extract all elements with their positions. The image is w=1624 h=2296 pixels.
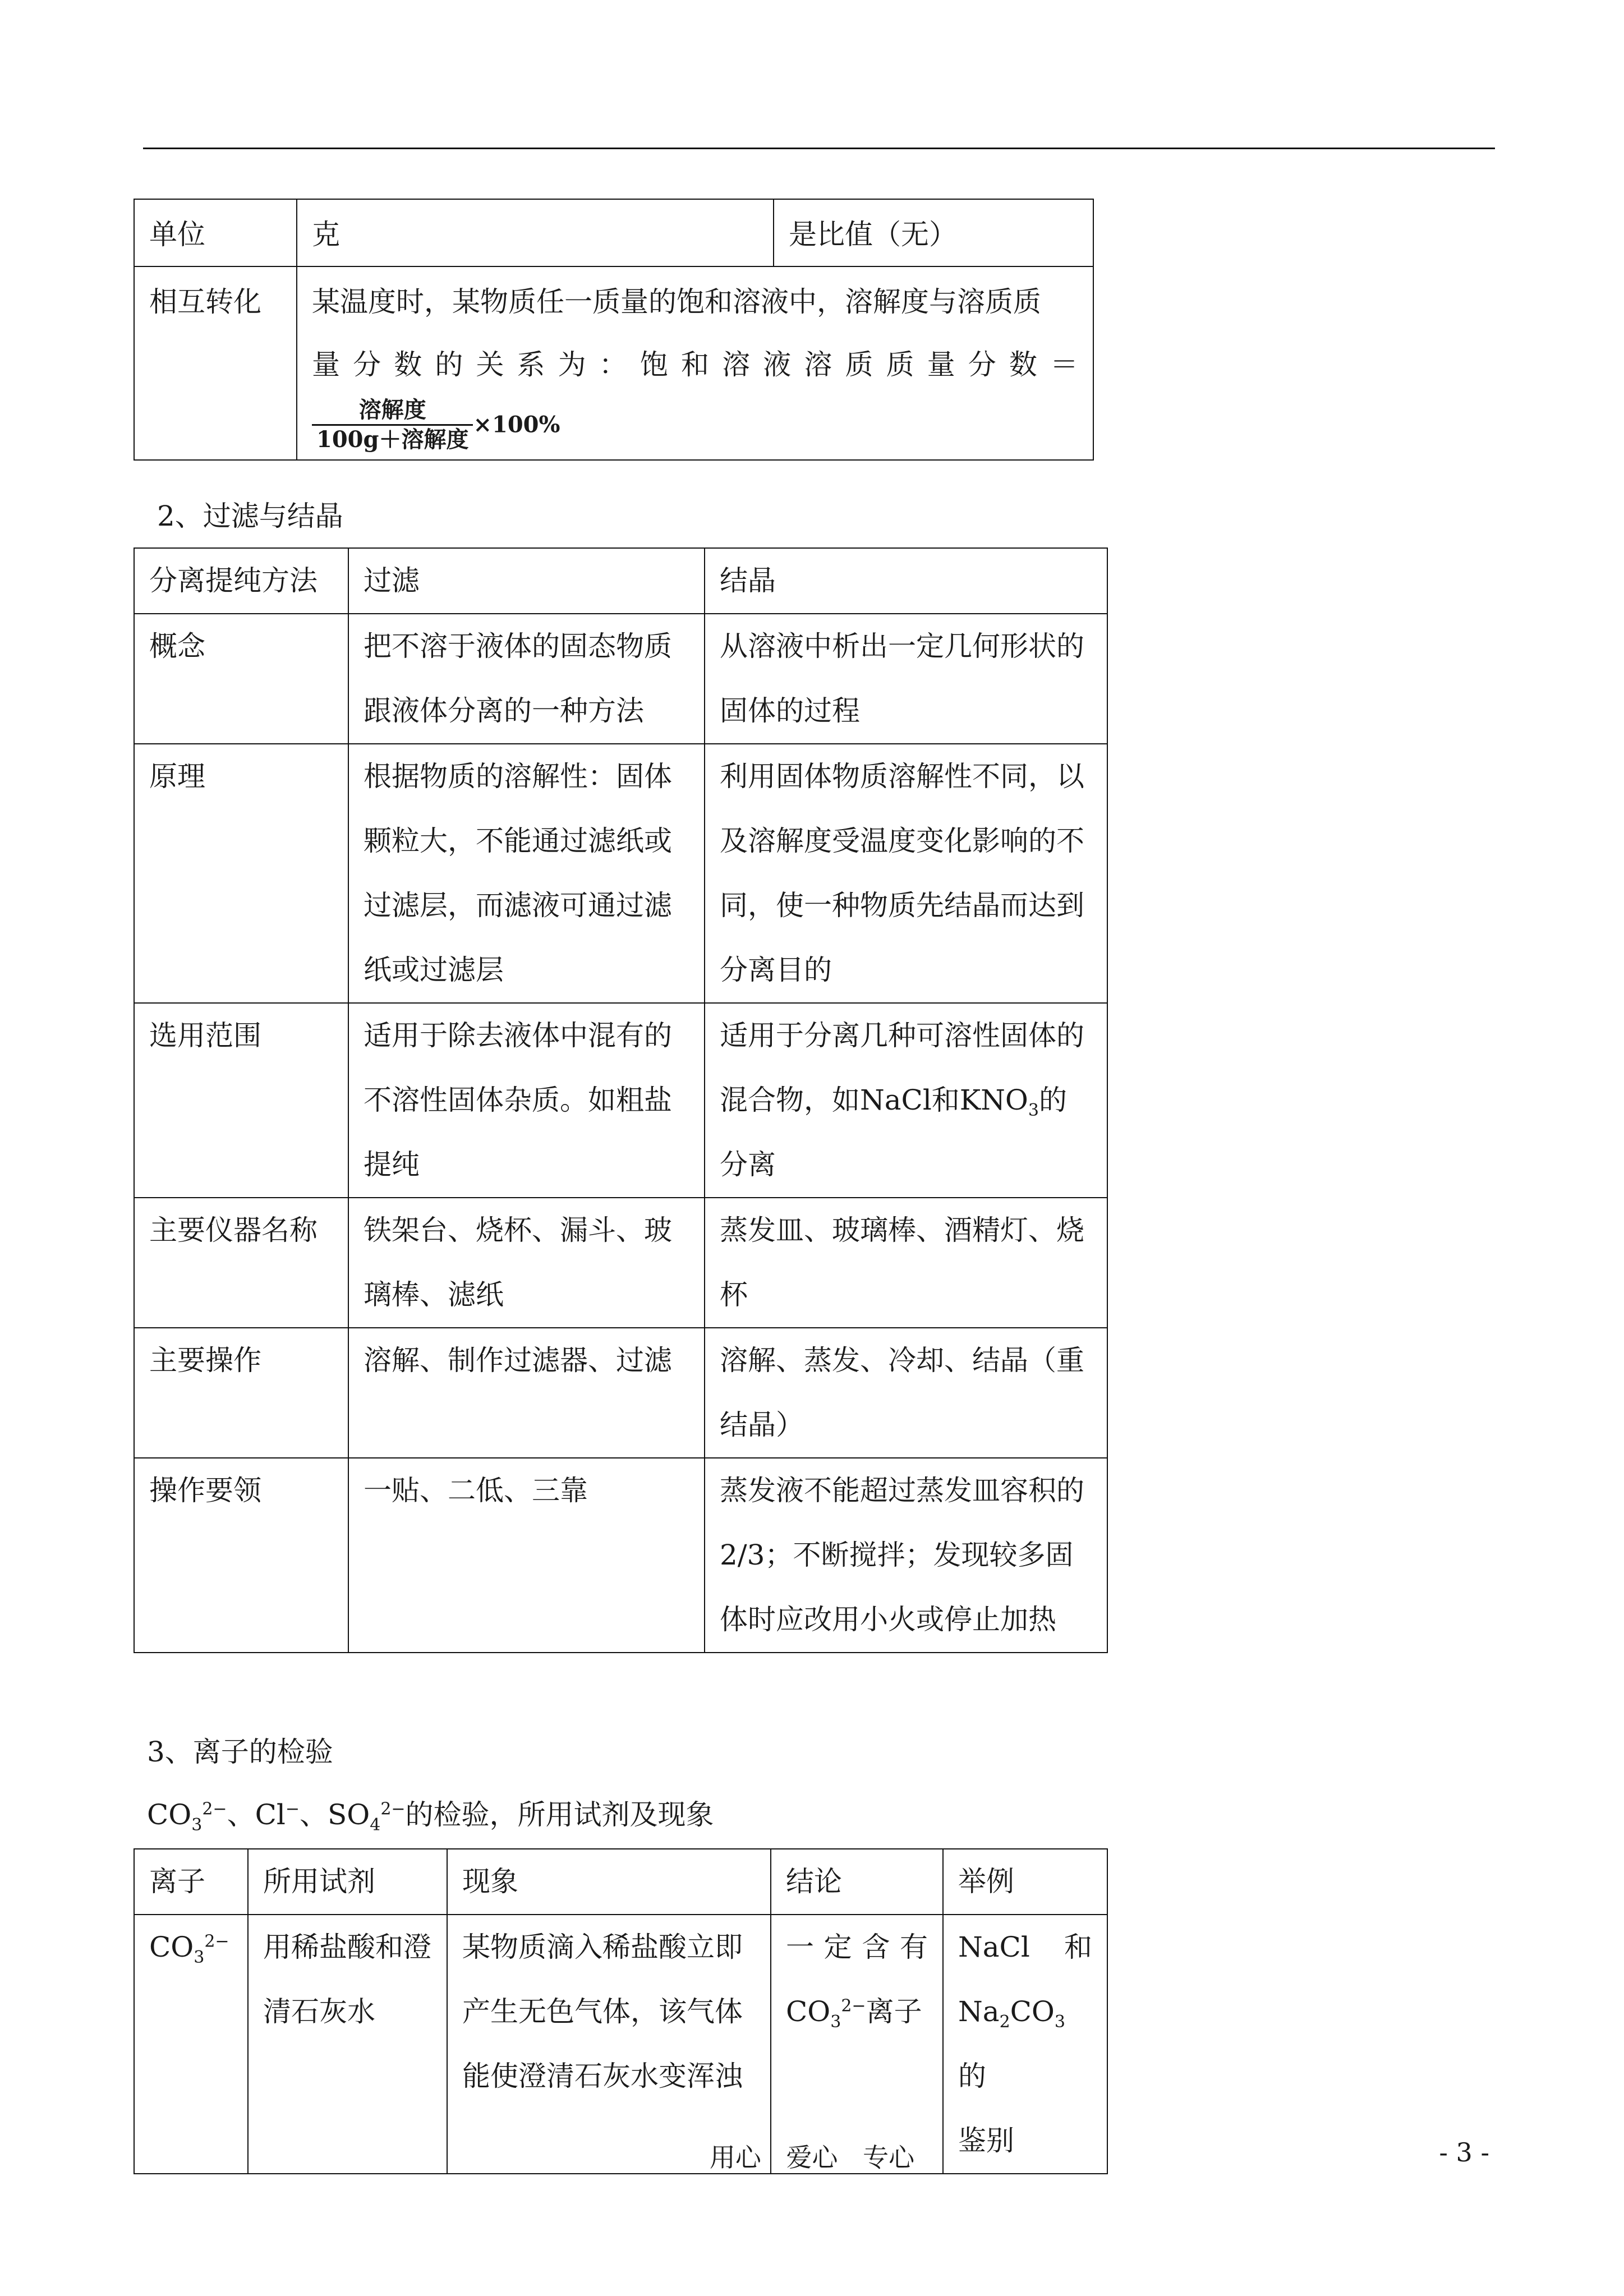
example-cell: [943, 1915, 1107, 2174]
fraction-denominator: 100g＋溶解度: [316, 426, 469, 453]
table-row: [134, 1198, 1107, 1328]
table-row: [134, 266, 1093, 460]
section-heading-filter-crystal: 2、过滤与结晶: [157, 500, 343, 532]
cell: 根据物质的溶解性：固体颗粒大，不能通过滤纸或过滤层，而滤液可通过滤纸或过滤层: [348, 744, 705, 1003]
cell: 溶解、蒸发、冷却、结晶（重结晶）: [705, 1328, 1107, 1458]
row-label: 主要仪器名称: [134, 1198, 348, 1328]
column-header: 结论: [771, 1849, 943, 1915]
cell: 一贴、二低、三靠: [348, 1458, 705, 1653]
cell: 把不溶于液体的固态物质跟液体分离的一种方法: [348, 614, 705, 744]
comparison-table-continued: [134, 199, 1094, 461]
cell: 是比值（无）: [774, 199, 1093, 266]
column-header: 过滤: [348, 548, 705, 614]
cell-text: 的分离: [720, 1084, 1067, 1181]
row-label: 选用范围: [134, 1003, 348, 1198]
table-header-row: [134, 1849, 1107, 1915]
conversion-line-1: 某温度时，某物质任一质量的饱和溶液中，溶解度与溶质质: [312, 286, 1041, 318]
conversion-cell: [297, 266, 1093, 460]
column-header: 现象: [447, 1849, 771, 1915]
row-label: 概念: [134, 614, 348, 744]
cell: [705, 1003, 1107, 1198]
ion-cell: $CO_3^{2-}$: [134, 1915, 248, 2174]
subheading-text: 的检验，所用试剂及现象: [405, 1798, 714, 1831]
phenomenon-cell: 某物质滴入稀盐酸立即产生无色气体，该气体能使澄清石灰水变浑浊: [447, 1915, 771, 2174]
table-row: [134, 744, 1107, 1003]
table-row: [134, 1328, 1107, 1458]
fraction: [312, 396, 473, 454]
conclusion-text: 离子: [866, 1995, 922, 2028]
column-header: 举例: [943, 1849, 1107, 1915]
table-row: [134, 1915, 1107, 2174]
cell: 蒸发液不能超过蒸发皿容积的2/3；不断搅拌；发现较多固体时应改用小火或停止加热: [705, 1458, 1107, 1653]
cell-text: 适用于分离几种可溶性固体的混合物，如NaCl和KNO: [720, 1019, 1084, 1116]
cell: 铁架台、烧杯、漏斗、玻璃棒、滤纸: [348, 1198, 705, 1328]
conclusion-line-2: $CO_3^{2-}$离子: [786, 1995, 922, 2032]
example-line-2: [958, 1980, 1092, 2109]
column-header: 所用试剂: [248, 1849, 447, 1915]
row-label: 相互转化: [134, 266, 297, 460]
table-header-row: [134, 548, 1107, 614]
example-text: 和: [1064, 1931, 1092, 1963]
example-line-1: [958, 1915, 1092, 1980]
row-label: 操作要领: [134, 1458, 348, 1653]
column-header: 离子: [134, 1849, 248, 1915]
cell: 从溶液中析出一定几何形状的固体的过程: [705, 614, 1107, 744]
column-header: 结晶: [705, 548, 1107, 614]
example-text: 的: [958, 2060, 986, 2092]
cell: 蒸发皿、玻璃棒、酒精灯、烧杯: [705, 1198, 1107, 1328]
fraction-numerator: 溶解度: [312, 396, 473, 426]
cell: 克: [297, 199, 774, 266]
formula: [312, 396, 1078, 459]
row-label: 原理: [134, 744, 348, 1003]
ion-test-table: [134, 1848, 1108, 2174]
cell: 适用于除去液体中混有的不溶性固体杂质。如粗盐提纯: [348, 1003, 705, 1198]
header-rule: [143, 148, 1495, 149]
subscript: 3: [1028, 1101, 1039, 1120]
section-heading-ion-test: 3、离子的检验: [147, 1736, 333, 1768]
ion-test-subheading: $CO_3^{2-}$、Cl−、$SO_4^{2-}$的检验，所用试剂及现象: [147, 1798, 714, 1835]
cell: 利用固体物质溶解性不同，以及溶解度受温度变化影响的不同，使一种物质先结晶而达到分离目的: [705, 744, 1107, 1003]
page-number: - 3 -: [1439, 2137, 1489, 2168]
conversion-line-2: 量分数的关系为：饱和溶液溶质质量分数＝: [312, 348, 1078, 381]
table-row: [134, 1458, 1107, 1653]
row-label: 单位: [134, 199, 297, 266]
column-header: 分离提纯方法: [134, 548, 348, 614]
conclusion-line-1: 一定含有: [786, 1931, 928, 1963]
reagent-cell: 用稀盐酸和澄清石灰水: [248, 1915, 447, 2174]
filter-crystal-table: [134, 547, 1108, 1653]
footer-motto: 用心 爱心 专心: [709, 2142, 915, 2173]
example-line-3: 鉴别: [958, 2124, 1014, 2157]
formula-multiplier: ×100%: [473, 411, 560, 438]
table-row: [134, 1003, 1107, 1198]
example-text: NaCl: [958, 1931, 1030, 1963]
table-row: [134, 614, 1107, 744]
table-row: [134, 199, 1093, 266]
example-formula: $Na_2CO_3$: [958, 1995, 1065, 2032]
cell: 溶解、制作过滤器、过滤: [348, 1328, 705, 1458]
conclusion-cell: [771, 1915, 943, 2174]
row-label: 主要操作: [134, 1328, 348, 1458]
